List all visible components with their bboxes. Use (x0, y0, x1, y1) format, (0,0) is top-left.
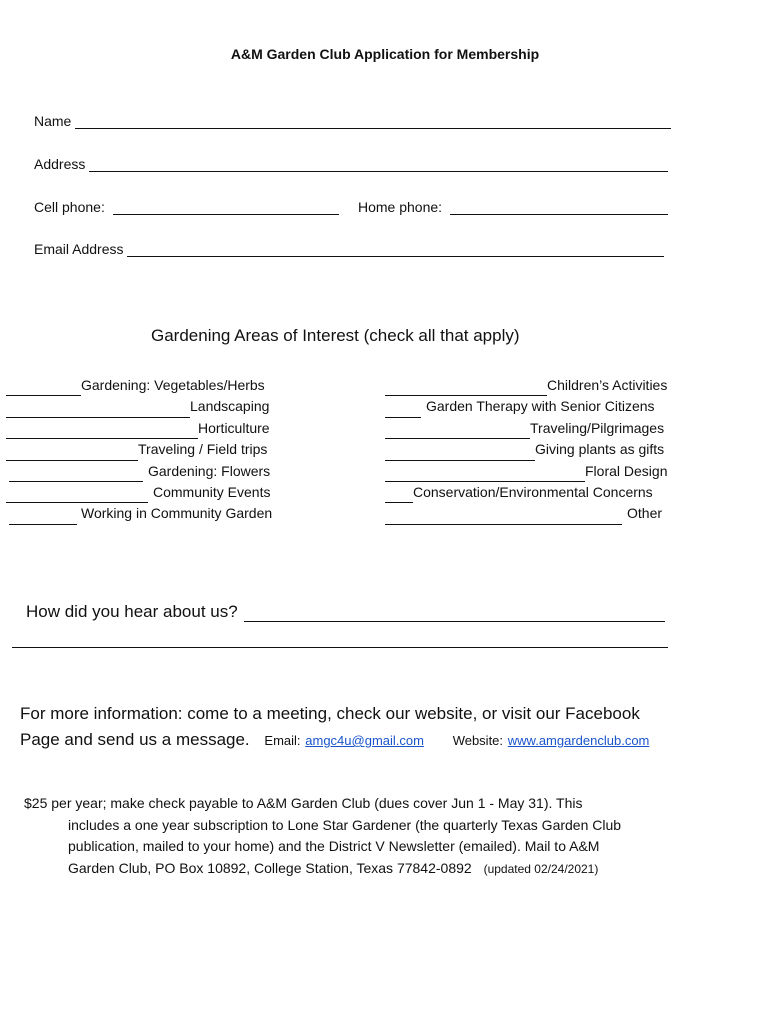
interest-label: Working in Community Garden (81, 505, 273, 522)
more-info-line-2-text: Page and send us a message. (20, 730, 250, 749)
checkbox-line[interactable] (6, 488, 148, 503)
more-info-line-1: For more information: come to a meeting, check our website, or visit our Facebook (20, 704, 640, 723)
interest-label: Traveling/Pilgrimages (530, 419, 665, 436)
interests-heading: Gardening Areas of Interest (check all that apply) (151, 326, 520, 345)
checkbox-line[interactable] (385, 467, 585, 482)
dues-line-4-text: Garden Club, PO Box 10892, College Station, Texas 77842-0892 (68, 859, 472, 876)
cell-phone-input-line[interactable] (113, 200, 339, 215)
interest-label: Horticulture (198, 419, 270, 436)
address-field[interactable] (34, 156, 668, 172)
hear-about-field[interactable] (26, 602, 665, 622)
dues-line-3: publication, mailed to your home) and the District V Newsletter (emailed). Mail to A&M (68, 838, 600, 854)
interest-label: Landscaping (190, 398, 270, 415)
address-input-line[interactable] (89, 157, 668, 172)
dues-paragraph (24, 793, 621, 880)
checkbox-line[interactable] (385, 488, 413, 503)
name-input-line[interactable] (75, 114, 671, 129)
hear-about-input-line-2[interactable] (12, 647, 668, 648)
interest-label: Giving plants as gifts (535, 441, 665, 458)
dues-line-2: includes a one year subscription to Lone Star Gardener (the quarterly Texas Garden Club (68, 816, 622, 833)
hear-about-label: How did you hear about us? (26, 602, 238, 621)
more-info (20, 701, 649, 754)
checkbox-line[interactable] (9, 510, 77, 525)
interest-item[interactable] (385, 375, 667, 396)
interest-label: Conservation/Environmental Concerns (413, 484, 653, 501)
email-label: Email: (264, 733, 301, 748)
interest-item[interactable] (6, 418, 272, 439)
website-label: Website: (452, 733, 504, 748)
checkbox-line[interactable] (385, 510, 622, 525)
checkbox-line[interactable] (385, 446, 535, 461)
hear-about-input-line[interactable] (244, 605, 665, 622)
name-field[interactable] (34, 113, 671, 129)
checkbox-line[interactable] (6, 381, 81, 396)
interest-item[interactable] (385, 396, 667, 417)
home-phone-input-line[interactable] (450, 200, 668, 215)
cell-phone-field[interactable] (34, 199, 339, 215)
interest-item[interactable] (385, 439, 667, 460)
interest-label: Children’s Activities (547, 377, 668, 393)
cell-phone-label: Cell phone: (34, 199, 105, 215)
interest-label: Traveling / Field trips (138, 441, 268, 458)
interest-label: Floral Design (585, 462, 668, 479)
checkbox-line[interactable] (9, 467, 143, 482)
interest-item[interactable] (385, 418, 667, 439)
interest-label: Gardening: Flowers (148, 462, 271, 479)
checkbox-line[interactable] (385, 381, 547, 396)
checkbox-line[interactable] (385, 424, 530, 439)
interest-label: Garden Therapy with Senior Citizens (426, 398, 655, 415)
email-field[interactable] (34, 241, 664, 257)
home-phone-field[interactable] (358, 199, 668, 215)
interest-item[interactable] (385, 503, 667, 524)
interest-item[interactable] (6, 503, 272, 524)
dues-line-4 (68, 858, 621, 881)
email-label: Email Address (34, 241, 124, 257)
form-title: A&M Garden Club Application for Membership (230, 46, 540, 62)
interest-label: Gardening: Vegetables/Herbs (81, 377, 265, 393)
interests-right-column (385, 375, 667, 525)
interest-label: Other (627, 505, 663, 522)
interest-label: Community Events (153, 484, 271, 501)
checkbox-line[interactable] (6, 424, 198, 439)
checkbox-line[interactable] (6, 446, 138, 461)
interest-item[interactable] (6, 439, 272, 460)
interest-item[interactable] (6, 396, 272, 417)
interest-item[interactable] (385, 461, 667, 482)
website-link[interactable]: www.amgardenclub.com (507, 733, 650, 748)
more-info-line-2 (20, 727, 649, 754)
interest-item[interactable] (6, 461, 272, 482)
address-label: Address (34, 156, 86, 172)
updated-date: (updated 02/24/2021) (483, 861, 599, 876)
dues-line-1: $25 per year; make check payable to A&M Garden Club (dues cover Jun 1 - May 31). This (24, 795, 583, 811)
email-link[interactable]: amgc4u@gmail.com (305, 733, 424, 748)
email-input-line[interactable] (127, 242, 664, 257)
interest-item[interactable] (385, 482, 667, 503)
home-phone-label: Home phone: (358, 199, 443, 215)
checkbox-line[interactable] (6, 403, 190, 418)
interest-item[interactable] (6, 375, 272, 396)
interest-item[interactable] (6, 482, 272, 503)
interests-left-column (6, 375, 272, 525)
checkbox-line[interactable] (385, 403, 421, 418)
name-label: Name (34, 113, 72, 129)
